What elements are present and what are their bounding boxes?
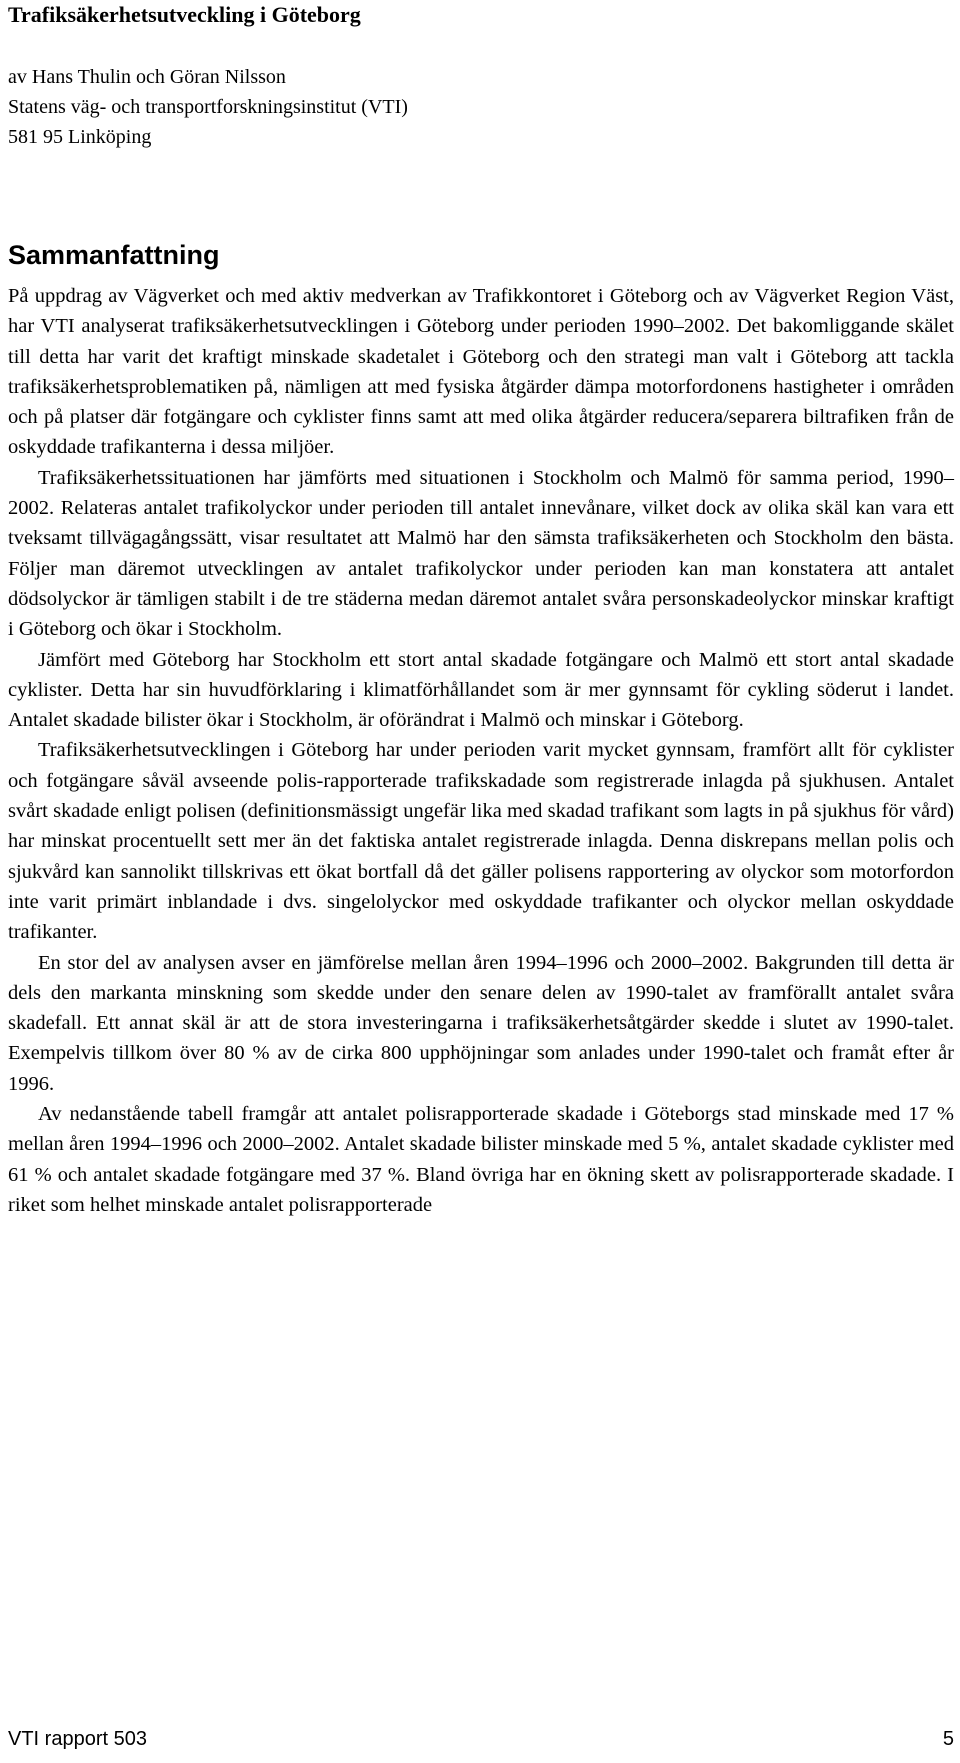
summary-paragraph: Jämfört med Göteborg har Stockholm ett stort antal skadade fotgängare och Malmö ett stort antal skadade cyklister. Detta har sin huvudförklaring i klimatförhållandet som är mer gynnsamt för cykling söderut i landet. Antalet skadade bilister ökar i Stockholm, är oförändrat i Malmö och minskar i Göteborg. <box>8 648 954 732</box>
report-label: VTI rapport 503 <box>8 1728 147 1750</box>
summary-paragraph: En stor del av analysen avser en jämförelse mellan åren 1994–1996 och 2000–2002. Bakgrunden till detta är dels den markanta minskning som skedde under den senare delen av 1990-talet av framförallt antalet svåra skadefall. Ett annat skäl är att de stora investeringarna i trafiksäkerhetsåtgärder skedde i slutet av 1990-talet. Exempelvis tillkom över 80 % av de cirka 800 upphöjningar som anlades under 1990-talet och framåt efter år 1996. <box>8 951 954 1095</box>
summary-paragraph: Av nedanstående tabell framgår att antalet polisrapporterade skadade i Göteborgs stad minskade med 17 % mellan åren 1994–1996 och 2000–2002. Antalet skadade bilister minskade med 5 %, antalet skadade cyklister med 61 % och antalet skadade fotgängare med 37 %. Bland övriga har en ökning skett av polisrapporterade skadade. I riket som helhet minskade antalet polisrapporterade <box>8 1103 954 1216</box>
summary-paragraph: Trafiksäkerhetssituationen har jämförts med situationen i Stockholm och Malmö för samma period, 1990–2002. Relateras antalet trafikolyckor under perioden till antalet innevånare, vilket dock av olika skäl kan vara ett tveksamt tillvägagångssätt, visar resultatet att Malmö har den sämsta trafiksäkerheten och Stockholm den bästa. Följer man däremot utvecklingen av antalet trafikolyckor under perioden kan man konstatera att antalet dödsolyckor är tämligen stabilt i de tre städerna medan däremot antalet svåra personskadeolyckor minskar kraftigt i Göteborg och ökar i Stockholm. <box>8 466 954 641</box>
page-footer <box>8 1726 954 1752</box>
author-block <box>8 62 408 152</box>
summary-paragraph: På uppdrag av Vägverket och med aktiv medverkan av Trafikkontoret i Göteborg och av Vägverket Region Väst, har VTI analyserat trafiksäkerhetsutvecklingen i Göteborg under perioden 1990–2002. Det bakomliggande skälet till detta har varit det kraftigt minskade skadetalet i Göteborg och den strategi man valt i Göteborg att tackla trafiksäkerhetsproblematiken på, nämligen att med fysiska åtgärder dämpa motorfordonens hastigheter i områden och på platser där fotgängare och cyklister finns samt att med olika åtgärder reducera/separera biltrafiken från de oskyddade trafikanterna i dessa miljöer. <box>8 285 954 459</box>
page-number: 5 <box>942 1728 954 1750</box>
document-title: Trafiksäkerhetsutveckling i Göteborg <box>8 2 361 27</box>
author-institute: Statens väg- och transportforskningsinstitut (VTI) <box>8 96 408 118</box>
section-heading: Sammanfattning <box>8 240 220 270</box>
author-names: av Hans Thulin och Göran Nilsson <box>8 66 286 88</box>
summary-body <box>8 281 954 1220</box>
author-address: 581 95 Linköping <box>8 126 152 148</box>
summary-paragraph: Trafiksäkerhetsutvecklingen i Göteborg har under perioden varit mycket gynnsam, framfört allt för cyklister och fotgängare såväl avseende polis-rapporterade trafikskadade som registrerade inlagda på sjukhusen. Antalet svårt skadade enligt polisen (definitionsmässigt ungefär lika med skadad trafikant som lagts in på sjukhus för vård) har minskat procentuellt sett mer än det faktiska antalet registrerade inlagda. Denna diskrepans mellan polis och sjukvård kan sannolikt tillskrivas ett ökat bortfall då det gäller polisens rapportering av olyckor som motorfordon inte varit primärt inblandade i dvs. singelolyckor med oskyddade trafikanter och olyckor mellan oskyddade trafikanter. <box>8 739 954 944</box>
